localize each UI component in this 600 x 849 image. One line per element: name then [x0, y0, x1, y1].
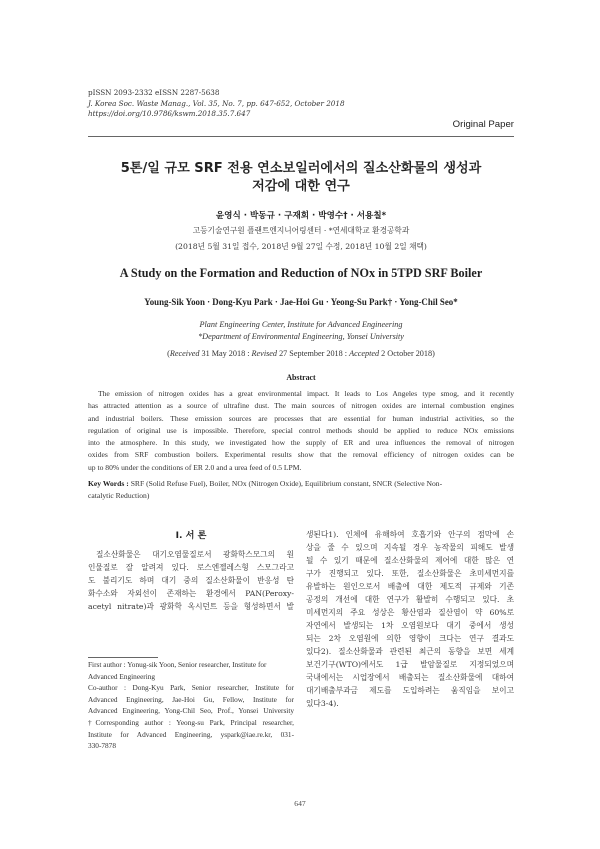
korean-dates: (2018년 5월 31일 접수, 2018년 9월 27일 수정, 2018년 10월 2일 채택)	[175, 242, 427, 251]
right-column-body	[306, 528, 514, 710]
footnote-line: Institute for Advanced Engineering, yspark@iae.re.kr, 031-	[88, 729, 294, 739]
body-line: 될 수 있기 때문에 질소산화물의 제어에 대한 많은 연	[306, 556, 514, 565]
body-line: 인물질로 잘 알려져 있다. 로스엔젤레스형 스모그라고	[88, 563, 294, 572]
footnote-line: Advanced Engineering, Jae-Hoi Gu, Fellow, Institute for	[88, 694, 294, 704]
korean-affiliation: 고등기술연구원 플랜트엔지니어링센터 · *연세대학교 환경공학과	[192, 226, 410, 235]
korean-authors: 윤영식 · 박동규 · 구재회 · 박영수† · 서용칠*	[215, 211, 387, 221]
keywords-label: Key Words :	[88, 479, 129, 488]
author-footnote	[88, 659, 294, 752]
abstract-line: oxides from SRF combustion boilers. Experimental results show that the removal efficiency of nitrogen oxides can be	[88, 450, 514, 460]
footnote-line: †Corresponding author : Yeong-su Park, Principal researcher,	[88, 717, 294, 727]
page-number: 647	[294, 799, 306, 808]
body-line: 도 불리기도 하며 대기 중의 질소산화물이 반응성 탄	[88, 576, 294, 585]
body-line: 자연에서 발생되는 1차 오염원보다 대기 중에서 생성	[306, 621, 514, 630]
body-line: 미세먼지의 주요 성상은 황산염과 질산염이 약 60%로	[306, 608, 514, 617]
english-affiliation-line-1: Plant Engineering Center, Institute for Advanced Engineering	[199, 320, 403, 329]
abstract-line: and industrial boilers. These emission sources are processes that are essential for human industrial activities, so the	[88, 413, 514, 423]
article-type-label: Original Paper	[452, 119, 514, 130]
abstract-body	[88, 388, 514, 474]
body-line: 되는 2차 오염원에 의한 영향이 크다는 연구 결과도	[306, 634, 514, 643]
body-line: 대기배출부과금 제도를 도입하려는 움직임을 보이고	[306, 686, 514, 695]
body-line: 있다3-4).	[306, 699, 339, 708]
korean-title-line-1: 5톤/일 규모 SRF 전용 연소보일러에서의 질소산화물의 생성과	[120, 161, 482, 176]
body-line: acetyl nitrate)과 광화학 옥시던트 등을 형성하면서 발	[88, 602, 294, 611]
footnote-line: 330-7878	[88, 741, 116, 751]
abstract-line: regulation of original use is impossible. Therefore, special control methods should be applied to reduce NOx emissions	[88, 425, 514, 435]
left-column-body	[88, 548, 294, 613]
body-line: 화수소와 자외선이 존재하는 환경에서 PAN(Peroxy-	[88, 589, 294, 598]
body-line: 질소산화물은 대기오염물질로서 광화학스모그의 원	[96, 550, 294, 559]
body-line: 생된다1). 인체에 유해하여 호흡기와 안구의 점막에 손	[306, 530, 514, 539]
abstract-line: has attracted attention as a source of ultrafine dust. The main sources of nitrogen oxides are internal combustion engines	[88, 401, 514, 411]
journal-header	[88, 88, 345, 120]
english-affiliation	[88, 319, 514, 343]
footnote-line: Advanced Engineering	[88, 671, 156, 681]
english-authors: Young-Sik Yoon · Dong-Kyu Park · Jae-Hoi Gu · Yeong-Su Park† · Yong-Chil Seo*	[144, 297, 458, 307]
english-dates: (Received 31 May 2018 : Revised 27 September 2018 : Accepted 2 October 2018)	[167, 349, 435, 358]
korean-title-line-2: 저감에 대한 연구	[252, 178, 350, 194]
body-line: 상을 줄 수 있으며 지속될 경우 농작물의 피해도 발생	[306, 543, 514, 552]
english-title: A Study on the Formation and Reduction of NOx in 5TPD SRF Boiler	[119, 266, 483, 280]
keywords	[88, 478, 514, 503]
section-heading-introduction: I. 서 론	[175, 531, 207, 541]
english-affiliation-line-2: *Department of Environmental Engineering, Yonsei University	[198, 332, 404, 341]
body-line: 공정의 개선에 대한 연구가 활발히 수행되고 있다. 초	[306, 595, 514, 604]
abstract-heading: Abstract	[286, 373, 316, 382]
issn-line: pISSN 2093-2332 eISSN 2287-5638	[88, 88, 220, 97]
keywords-text: SRF (Solid Refuse Fuel), Boiler, NOx (Nitrogen Oxide), Equilibrium constant, SNCR (Selective Non-	[128, 479, 443, 488]
footnote-line: First author : Yonug-sik Yoon, Senior researcher, Institute for	[88, 660, 267, 669]
body-line: 보건기구(WTO)에서도 1급 발암물질로 지정되었으며	[306, 660, 514, 669]
abstract-line: The emission of nitrogen oxides has a great environmental impact. It leads to Los Angeles type smog, and it recently	[98, 389, 514, 398]
abstract-line: into the atmosphere. In this study, we investigated how the supply of ER and urea influences the removal of nitrogen	[88, 438, 514, 448]
abstract-line: up to 80% under the conditions of ER 2.0 and a urea feed of 0.5 LPM.	[88, 462, 302, 472]
header-divider	[88, 136, 514, 137]
korean-title	[88, 160, 514, 195]
doi-link[interactable]: https://doi.org/10.9786/kswm.2018.35.7.647	[88, 109, 251, 118]
footnote-line: Advanced Engineering, Yong-Chil Seo, Prof., Yonsei University	[88, 706, 294, 716]
body-line: 국내에서는 시업장에서 배출되는 질소산화물에 대하여	[306, 673, 514, 682]
body-line: 있다2). 질소산화물과 관련된 최근의 동향을 보면 세계	[306, 647, 514, 656]
keywords-text-cont: catalytic Reduction)	[88, 491, 150, 501]
journal-citation: J. Korea Soc. Waste Manag., Vol. 35, No. 7, pp. 647-652, October 2018	[88, 98, 345, 108]
footnote-divider	[88, 657, 158, 658]
body-line: 유발하는 원인으로서 배출에 대한 제도적 규제와 기존	[306, 582, 514, 591]
footnote-line: Co-author : Dong-Kyu Park, Senior researcher, Institute for	[88, 683, 294, 693]
body-line: 구가 진행되고 있다. 또한, 질소산화물은 초미세먼지를	[306, 569, 514, 578]
